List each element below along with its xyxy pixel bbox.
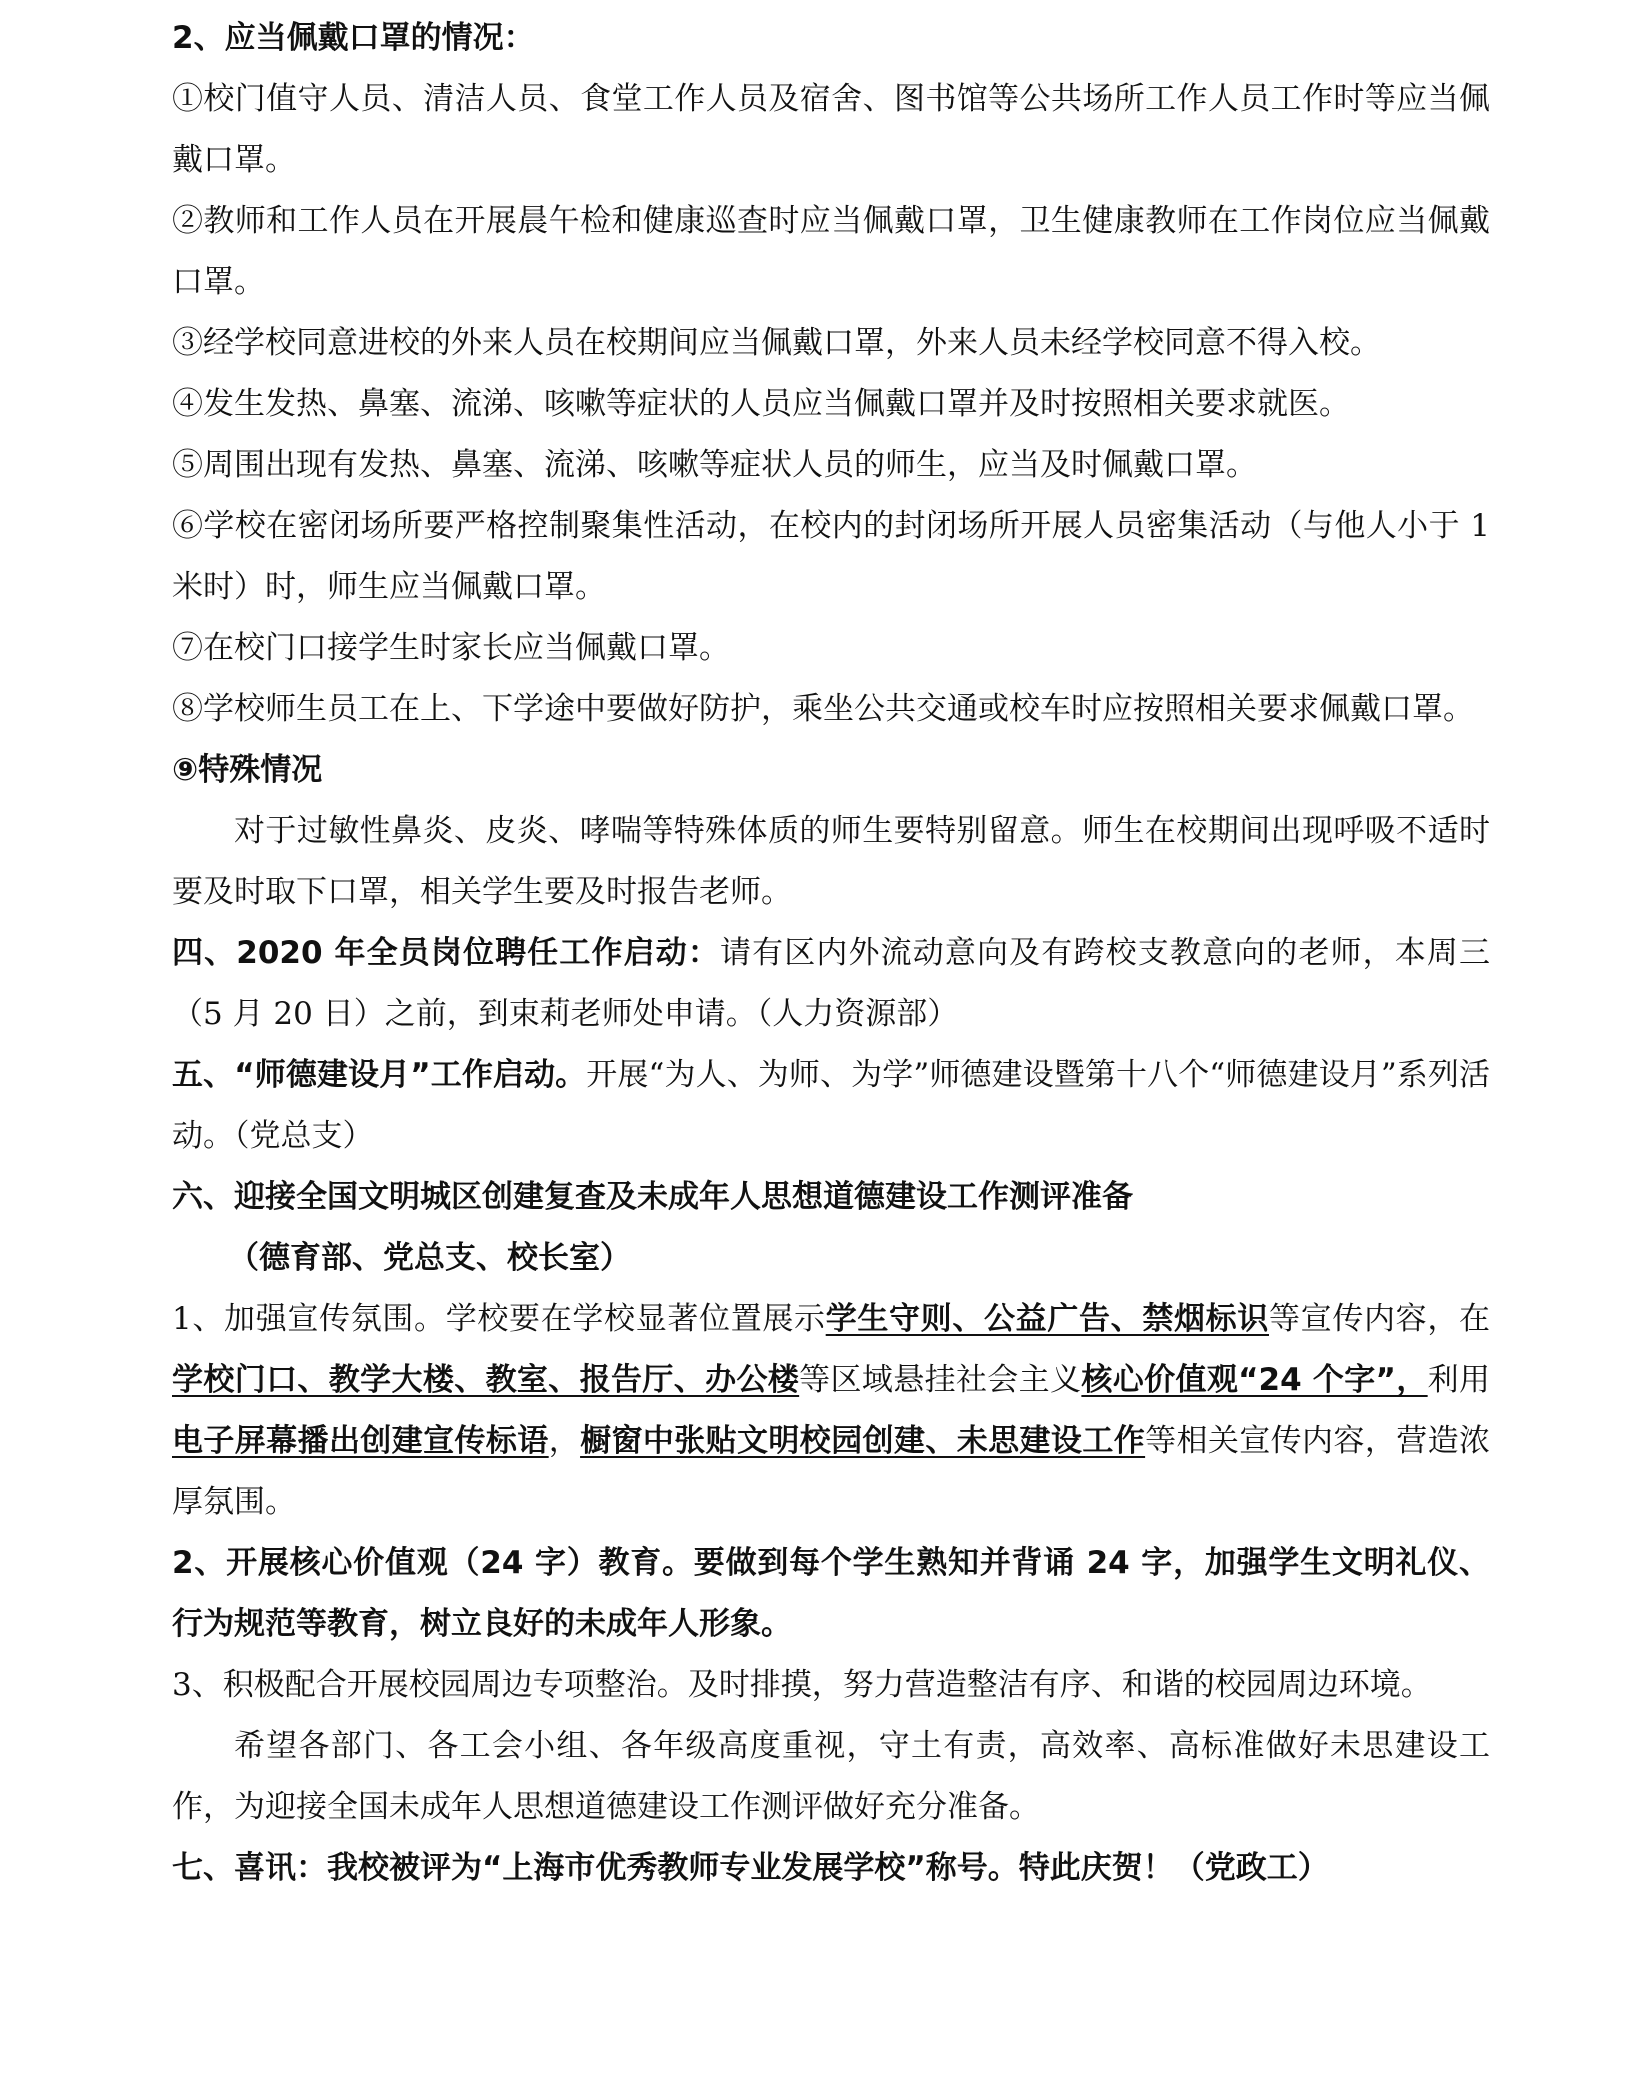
item1-text-5: ， xyxy=(548,1423,581,1459)
list-item: ⑦在校门口接学生时家长应当佩戴口罩。 xyxy=(172,630,730,666)
section6-subtitle: （德育部、党总支、校长室） xyxy=(228,1240,631,1276)
list-item: ③经学校同意进校的外来人员在校期间应当佩戴口罩，外来人员未经学校同意不得入校。 xyxy=(172,325,1381,361)
document-page xyxy=(172,8,1490,1899)
section5-paragraph xyxy=(172,1045,1490,1167)
item1-text-4: 利用 xyxy=(1427,1362,1491,1398)
list-item: ②教师和工作人员在开展晨午检和健康巡查时应当佩戴口罩，卫生健康教师在工作岗位应当佩戴口罩。 xyxy=(172,203,1490,300)
section4-title: 四、2020 年全员岗位聘任工作启动： xyxy=(172,935,721,971)
section4-paragraph xyxy=(172,923,1490,1045)
section6-item1 xyxy=(172,1289,1490,1533)
section5-text: 开展“为人、为师、为学”师德建设暨第十八个“师德建设月”系列活动。（党总支） xyxy=(172,1057,1490,1154)
item1-text-6: 等相关宣传内容，营造浓厚氛围。 xyxy=(172,1423,1491,1520)
section6-title: 六、迎接全国文明城区创建复查及未成年人思想道德建设工作测评准备 xyxy=(172,1179,1133,1215)
section5-title: 五、“师德建设月”工作启动。 xyxy=(172,1057,587,1093)
special-heading: ⑨特殊情况 xyxy=(172,752,323,788)
list-item: ①校门值守人员、清洁人员、食堂工作人员及宿舍、图书馆等公共场所工作人员工作时等应当佩戴口罩。 xyxy=(172,81,1490,178)
item1-text-1: 1、加强宣传氛围。学校要在学校显著位置展示 xyxy=(172,1301,826,1337)
item1-text-3: 等区域悬挂社会主义 xyxy=(799,1362,1082,1398)
list-item: ④发生发热、鼻塞、流涕、咳嗽等症状的人员应当佩戴口罩并及时按照相关要求就医。 xyxy=(172,386,1350,422)
special-text: 对于过敏性鼻炎、皮炎、哮喘等特殊体质的师生要特别留意。师生在校期间出现呼吸不适时要及时取下口罩，相关学生要及时报告老师。 xyxy=(172,813,1490,910)
section7-text: 七、喜讯：我校被评为“上海市优秀教师专业发展学校”称号。特此庆贺！（党政工） xyxy=(172,1850,1329,1886)
list-item: ⑥学校在密闭场所要严格控制聚集性活动，在校内的封闭场所开展人员密集活动（与他人小于 1 米时）时，师生应当佩戴口罩。 xyxy=(172,508,1490,605)
section6-item2: 2、开展核心价值观（24 字）教育。要做到每个学生熟知并背诵 24 字，加强学生文明礼仪、行为规范等教育，树立良好的未成年人形象。 xyxy=(172,1545,1490,1642)
section6-item3: 3、积极配合开展校园周边专项整治。及时排摸，努力营造整洁有序、和谐的校园周边环境。 xyxy=(172,1667,1432,1703)
item1-text-2: 等宣传内容，在 xyxy=(1269,1301,1490,1337)
section6-closing: 希望各部门、各工会小组、各年级高度重视，守土有责，高效率、高标准做好未思建设工作，为迎接全国未成年人思想道德建设工作测评做好充分准备。 xyxy=(172,1728,1490,1825)
item1-highlight-4: 电子屏幕播出创建宣传标语 xyxy=(172,1423,549,1459)
list-item: ⑤周围出现有发热、鼻塞、流涕、咳嗽等症状人员的师生，应当及时佩戴口罩。 xyxy=(172,447,1257,483)
section2-heading: 2、应当佩戴口罩的情况： xyxy=(172,20,535,56)
item1-highlight-5: 橱窗中张贴文明校园创建、未思建设工作 xyxy=(580,1423,1146,1459)
list-item: ⑧学校师生员工在上、下学途中要做好防护，乘坐公共交通或校车时应按照相关要求佩戴口罩。 xyxy=(172,691,1474,727)
item1-highlight-1: 学生守则、公益广告、禁烟标识 xyxy=(825,1301,1269,1337)
item1-highlight-3: 核心价值观“24 个字”， xyxy=(1081,1362,1428,1398)
section4-text: 请有区内外流动意向及有跨校支教意向的老师，本周三（5 月 20 日）之前，到束莉老师处申请。（人力资源部） xyxy=(172,935,1490,1032)
item1-highlight-2: 学校门口、教学大楼、教室、报告厅、办公楼 xyxy=(172,1362,800,1398)
